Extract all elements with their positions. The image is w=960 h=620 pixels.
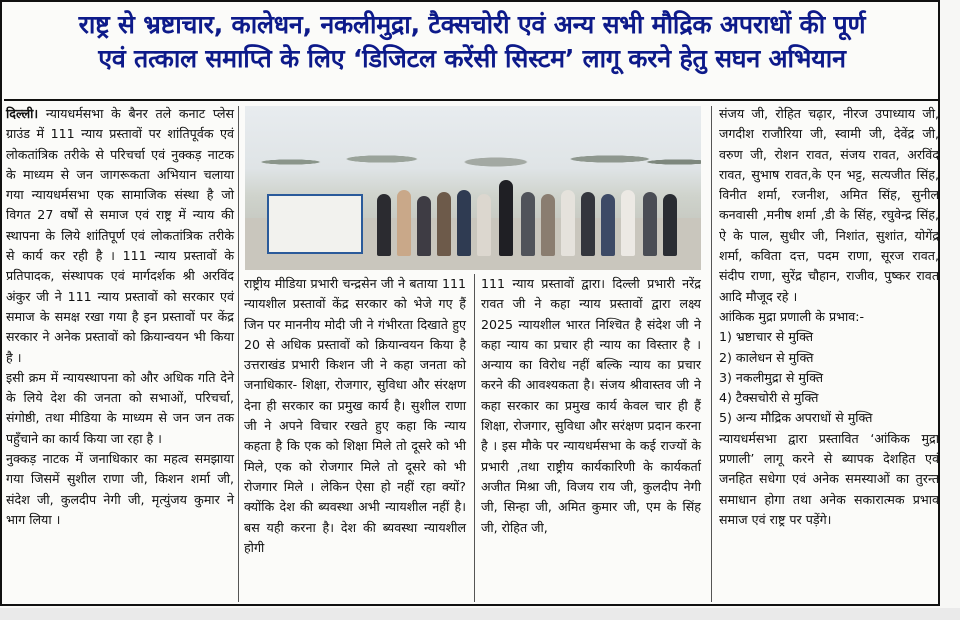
event-photo: [245, 106, 701, 270]
photo-person: [499, 180, 513, 256]
column-2: [244, 274, 466, 558]
column-3: [481, 274, 701, 538]
column-2-text: राष्ट्रीय मीडिया प्रभारी चन्द्रसेन जी ने बताया 111 न्यायशील प्रस्तावों केंद्र सरकार को भेजे गए हैं जिन पर माननीय मोदी जी ने गंभीरता दिखाते हुए 20 से अधिक प्रस्तावों को क्रियान्वयन किया है उत्तराखंड प्रभारी किशन जी ने कहा जनता को जनाधिकार- शिक्षा, रोजगार, सुविधा और संरक्षण देना ही सरकार का प्रमुख कार्य है। सुशील राणा जी ने अपने विचार रखते हुए कहा कि न्याय कहता है कि एक को शिक्षा मिले तो दूसरे को भी मिले, एक को रोजगार मिले तो दूसरे को भी रोजगार मिले । लेकिन ऐसा हो नहीं रहा क्यों? क्योंकि देश की ब्यवस्था अभी न्यायशील नहीं है। बस यही करना है। देश की ब्यवस्था न्यायशील होगी: [244, 276, 466, 555]
photo-person: [643, 192, 657, 256]
photo-person: [397, 190, 411, 256]
effects-list-title: आंकिक मुद्रा प्रणाली के प्रभाव:-: [719, 308, 865, 324]
effects-list-item: 3) नकलीमुद्रा से मुक्ति: [719, 369, 824, 385]
photo-person: [417, 196, 431, 256]
photo-person: [561, 190, 575, 256]
photo-person: [601, 194, 615, 256]
headline-line-2: एवं तत्काल समाप्ति के लिए ‘डिजिटल करेंसी सिस्टम’ लागू करने हेतु सघन अभियान: [98, 44, 846, 73]
column-1-para-3: नुक्कड़ नाटक में जनाधिकार का महत्व समझाया गया जिसमें सुशील राणा जी, किशन शर्मा जी, संदेश जी, कुलदीप नेगी जी, मृत्युंजय कुमार ने भाग लिया ।: [6, 451, 234, 527]
column-1-para-2: इसी क्रम में न्यायस्थापना को और अधिक गति देने के लिये देश की जनता को सभाओं, परिचर्चा, संगोष्ठी, तथा मीडिया के माध्यम से जन जन तक पहुँचाने का कार्य किया जा रहा है ।: [6, 369, 234, 446]
column-divider-3: [711, 106, 712, 602]
column-3-text: 111 न्याय प्रस्तावों द्वारा। दिल्ली प्रभारी नरेंद्र रावत जी ने कहा न्याय प्रस्तावों द्वारा लक्ष्य 2025 न्यायशील भारत निश्चित है संदेश जी ने कहा न्याय का प्रचार ही न्याय का विस्तार है । अन्याय का विरोध नहीं बल्कि न्याय का प्रचार करने की आवश्यकता है। संजय श्रीवास्तव जी ने कहा सरकार का प्रमुख कार्य केवल चार ही हैं शिक्षा, रोजगार, सुविधा और सरंक्षण प्रदान करना है । इस मौके पर न्यायधर्मसभा के कई राज्यों के प्रभारी ,तथा राष्ट्रीय कार्यकारिणी के कार्यकर्ता अजीत मिश्रा जी, विजय राय जी, कुलदीप नेगी जी, सिन्हा जी, अमित कुमार जी, एम के सिंह जी, रोहित जी,: [481, 276, 701, 535]
headline-line-1: राष्ट्र से भ्रष्टाचार, कालेधन, नकलीमुद्रा, टैक्सचोरी एवं अन्य सभी मौद्रिक अपराधों की पूर्ण: [78, 10, 866, 39]
dateline: दिल्ली।: [6, 106, 39, 121]
column-4: [719, 104, 939, 530]
photo-trees: [245, 126, 701, 186]
photo-person: [477, 194, 491, 256]
photo-person: [377, 194, 391, 256]
photo-banner: [267, 194, 363, 254]
effects-list-item: 5) अन्य मौद्रिक अपराधों से मुक्ति: [719, 410, 873, 426]
column-1-para-1: [6, 104, 234, 368]
photo-person: [581, 192, 595, 256]
photo-person: [621, 190, 635, 256]
closing-text: न्यायधर्मसभा द्वारा प्रस्तावित ‘आंकिक मुद्रा प्रणाली’ लागू करने से ब्यापक देशहित एवं जनहित सधेगा एवं अनेक समस्याओं का तुरन्त समाधान होगा तथा अनेक सकारात्मक प्रभाव समाज एवं राष्ट्र पर पड़ेंगे।: [719, 430, 939, 527]
column-divider-2: [474, 274, 475, 602]
column-1: [6, 104, 234, 530]
attendee-names: संजय जी, रोहित चढ़ार, नीरज उपाध्याय जी, जगदीश राजौरिया जी, स्वामी जी, देवेंद्र जी, वरुण जी, रोशन रावत, संजय रावत, अरविंद रावत, सुभाष रावत,के एन भट्ट, सत्यजीत सिंह, विनीत शर्मा, रजनीश, अमित सिंह, सुनील कनवासी ,मनीष शर्मा ,डी के सिंह, रघुवेन्द्र सिंह, ऐ के पाल, सुधीर जी, निशांत, सुशांत, योगेंद्र शर्मा, कविता दत्त, पदम राणा, सूरज रावत, संदीप राणा, सुरेंद्र चौहान, राजीव, पुष्कर रावत आदि मौजूद रहे ।: [719, 106, 939, 304]
column-divider-1: [238, 106, 239, 602]
headline: [2, 8, 942, 76]
column-1-text-1: न्यायधर्मसभा के बैनर तले कनाट प्लेस ग्राउंड में 111 न्याय प्रस्तावों पर शांतिपूर्वक एवं लोकतांत्रिक तरीके से परिचर्चा एवं नुक्कड़ नाटक के माध्यम से जन जागरूकता अभियान चलाया गया न्यायधर्मसभा एक सामाजिक संस्था है जो विगत 27 वर्षों से समाज एवं राष्ट्र में न्याय की स्थापना के लिये शांतिपूर्ण एवं लोकतांत्रिक तरीके से कार्य कर रही है । 111 न्याय प्रस्तावों के प्रतिपादक, संस्थापक एवं मार्गदर्शक श्री अरविंद अंकुर जी ने 111 न्याय प्रस्तावों को सरकार एवं समाज के समक्ष रखा गया है इन प्रस्तावों पर केंद्र सरकार ने अनेक प्रस्तावों को क्रियान्वयन भी किया है ।: [6, 106, 234, 365]
photo-person: [541, 194, 555, 256]
effects-list-item: 1) भ्रष्टाचार से मुक्ति: [719, 329, 814, 345]
headline-rule: [4, 99, 940, 101]
photo-person: [457, 190, 471, 256]
photo-person: [521, 192, 535, 256]
photo-person: [437, 192, 451, 256]
effects-list-item: 2) कालेधन से मुक्ति: [719, 349, 814, 365]
bottom-strip: [0, 608, 960, 620]
photo-person: [663, 194, 677, 256]
effects-list-item: 4) टैक्सचोरी से मुक्ति: [719, 390, 819, 406]
